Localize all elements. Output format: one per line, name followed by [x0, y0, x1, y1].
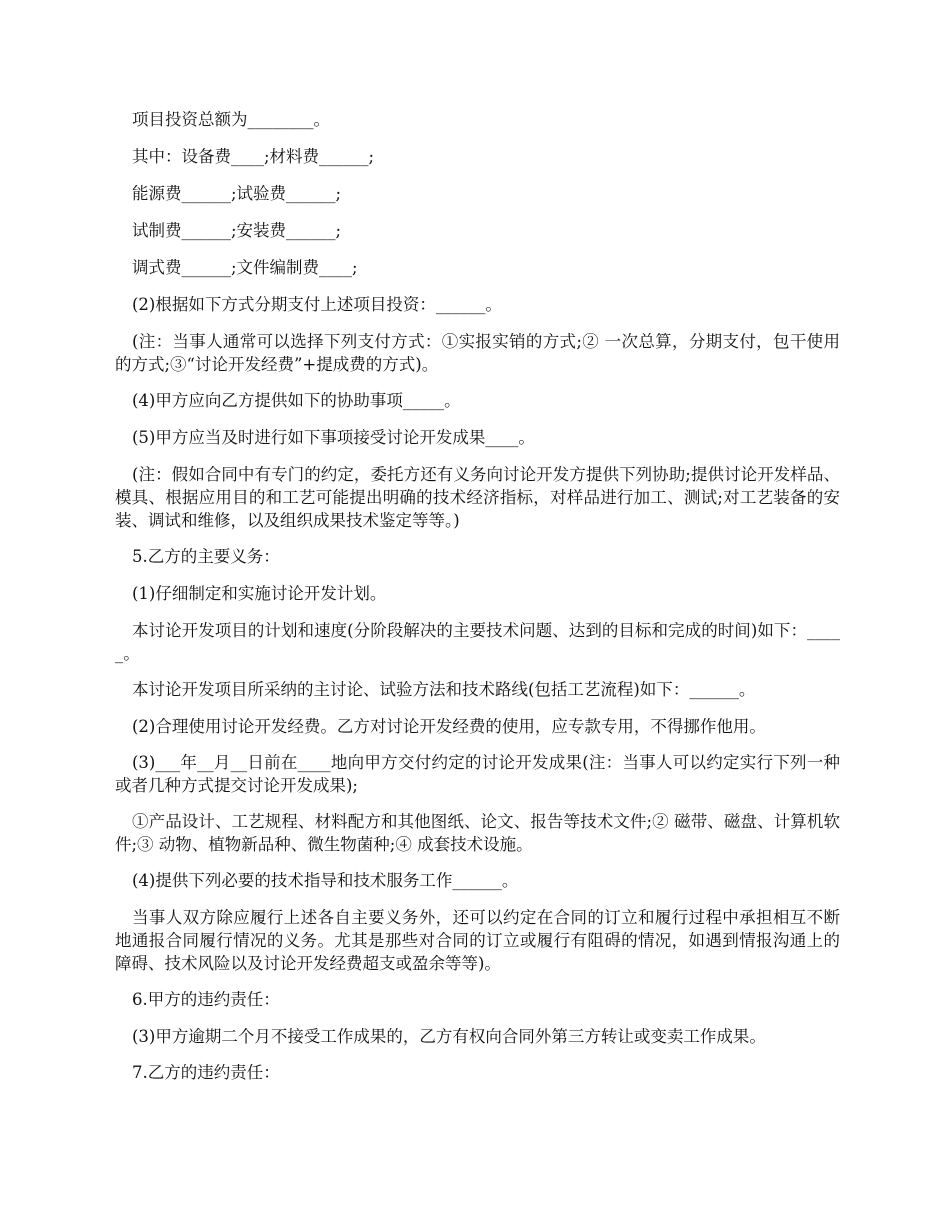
paragraph-plan-schedule: 本讨论开发项目的计划和速度(分阶段解决的主要技术问题、达到的目标和完成的时间)如下：_____。 [115, 621, 840, 663]
section-heading-party-b-liability: 7.乙方的违约责任： [132, 1063, 280, 1082]
paragraph-total-investment: 项目投资总额为________。 [132, 110, 330, 129]
document-page [115, 108, 840, 1098]
paragraph-party-a-acceptance: (5)甲方应当及时进行如下事项接受讨论开发成果____。 [132, 428, 535, 447]
paragraph-delivery-forms: ①产品设计、工艺规程、材料配方和其他图纸、论文、报告等技术文件;② 磁带、磁盘、计算机软件;③ 动物、植物新品种、微生物菌种;④ 成套技术设施。 [115, 812, 840, 854]
paragraph-installment-payment: (2)根据如下方式分期支付上述项目投资：______。 [132, 295, 502, 314]
paragraph-party-a-assistance: (4)甲方应向乙方提供如下的协助事项_____。 [132, 391, 461, 410]
paragraph-trial-install-fees: 试制费______;安装费______; [132, 221, 342, 240]
paragraph-fund-usage: (2)合理使用讨论开发经费。乙方对讨论开发经费的使用，应专款专用，不得挪作他用。 [132, 717, 766, 736]
paragraph-energy-test-fees: 能源费______;试验费______; [132, 184, 342, 203]
paragraph-technical-guidance: (4)提供下列必要的技术指导和技术服务工作______。 [132, 871, 519, 890]
paragraph-party-a-overdue: (3)甲方逾期二个月不接受工作成果的，乙方有权向合同外第三方转让或变卖工作成果。 [132, 1027, 766, 1046]
paragraph-equipment-material-fees: 其中：设备费____;材料费______; [132, 147, 375, 166]
paragraph-assistance-note: (注：假如合同中有专门的约定，委托方还有义务向讨论开发方提供下列协助;提供讨论开发样品、模具、根据应用目的和工艺可能提出明确的技术经济指标，对样品进行加工、测试;对工艺装备的安装、调试和维修，以及组织成果技术鉴定等等。) [115, 465, 840, 530]
paragraph-methods-route: 本讨论开发项目所采纳的主讨论、试验方法和技术路线(包括工艺流程)如下：______。 [132, 680, 756, 699]
paragraph-rd-plan: (1)仔细制定和实施讨论开发计划。 [132, 584, 387, 603]
paragraph-payment-methods-note: (注：当事人通常可以选择下列支付方式：①实报实销的方式;② 一次总算，分期支付，包干使用的方式;③“讨论开发经费”+提成费的方式)。 [115, 332, 840, 374]
section-heading-party-b-obligations: 5.乙方的主要义务： [132, 547, 280, 566]
paragraph-delivery-results: (3)___年__月__日前在____地向甲方交付约定的讨论开发成果(注：当事人可以约定实行下列一种或者几种方式提交讨论开发成果); [115, 753, 840, 795]
paragraph-debug-doc-fees: 调式费______;文件编制费____; [132, 258, 358, 277]
section-heading-party-a-liability: 6.甲方的违约责任： [132, 990, 280, 1009]
paragraph-mutual-obligations: 当事人双方除应履行上述各自主要义务外，还可以约定在合同的订立和履行过程中承担相互不断地通报合同履行情况的义务。尤其是那些对合同的订立或履行有阻碍的情况，如遇到情报沟通上的障碍、技术风险以及讨论开发经费超支或盈余等等)。 [115, 908, 840, 973]
